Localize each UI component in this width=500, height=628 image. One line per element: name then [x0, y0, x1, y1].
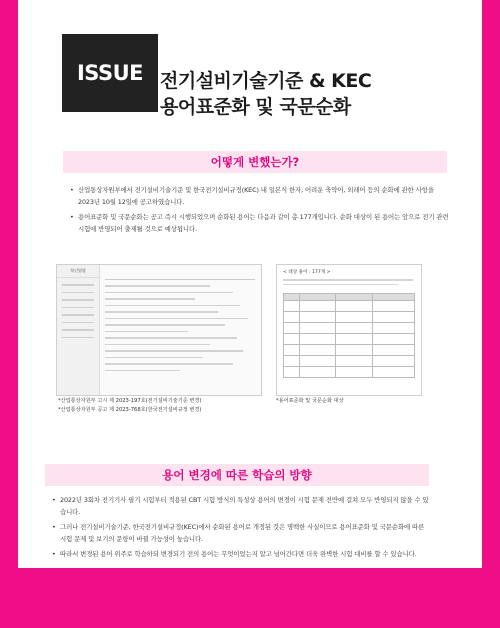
screenshot-main	[105, 271, 255, 371]
left-caption-1: *산업통상자원부 고시 제 2023-197호(전기설비기술기준 변경)	[58, 398, 202, 404]
section2-bullets	[52, 494, 432, 563]
bottom-border	[0, 568, 500, 628]
term-table-image	[276, 264, 422, 396]
section2-bullet-1: • 2022년 3회차 전기기사 필기 시험부터 적용된 CBT 시험 방식의 특성상 용어의 변경이 시험 문제 전반에 걸쳐 모두 반영되지 않을 수 있습니다.	[52, 494, 432, 518]
title-line-1: 전기설비기술기준 & KEC	[160, 70, 372, 92]
law-notice-screenshot	[56, 264, 262, 396]
section1-bullets	[70, 184, 450, 238]
section2-heading: 용어 변경에 따른 학습의 방향	[45, 464, 429, 486]
right-caption: *용어표준화 및 국문순화 대상	[276, 398, 344, 404]
screenshot-sidebar	[57, 265, 100, 395]
term-table-heading: < 대상 용어 : 177개 >	[283, 270, 331, 275]
issue-badge: ISSUE	[62, 34, 158, 112]
section1-bullet-2: • 용어표준화 및 국문순화는 공고 즉시 시행되었으며 순화된 용어는 다음과 같이 총 177개입니다. 순화 대상이 된 용어는 앞으로 전기 관련 시험에 반영되어 출제될 것으로 예상됩니다.	[70, 211, 450, 235]
title-line-2: 용어표준화 및 국문순화	[160, 96, 351, 118]
section1-heading: 어떻게 변했는가?	[63, 151, 447, 173]
document-page	[18, 0, 482, 628]
section2-bullet-3: • 따라서 변경된 용어 위주로 학습하되 변경되기 전의 용어는 무엇이었는지 알고 넘어간다면 더욱 완벽한 시험 대비를 할 수 있습니다.	[52, 548, 432, 560]
left-caption-2: *산업통상자원부 공고 제 2023-768호(한국전기설비규정 변경)	[58, 407, 202, 413]
section2-bullet-2: • 그러나 전기설비기술기준, 한국전기설비규정(KEC)에서 순화된 용어로 개정된 것은 명백한 사실이므로 용어표준화 및 국문순화에 따른 시험 문제 및 보기의 문항이 바뀔 가능성이 높습니다.	[52, 521, 432, 545]
section1-bullet-1: • 산업통상자원부에서 전기설비기술기준 및 한국전기설비규정(KEC) 내 일본식 한자, 어려운 축약어, 외래어 등의 순화에 관한 사항을 2023년 10월 12일에 공고하였습니다.	[70, 184, 450, 208]
term-table	[283, 293, 415, 378]
page-title	[160, 68, 371, 120]
screenshot-sidebar-title: 학신법령	[57, 265, 99, 278]
